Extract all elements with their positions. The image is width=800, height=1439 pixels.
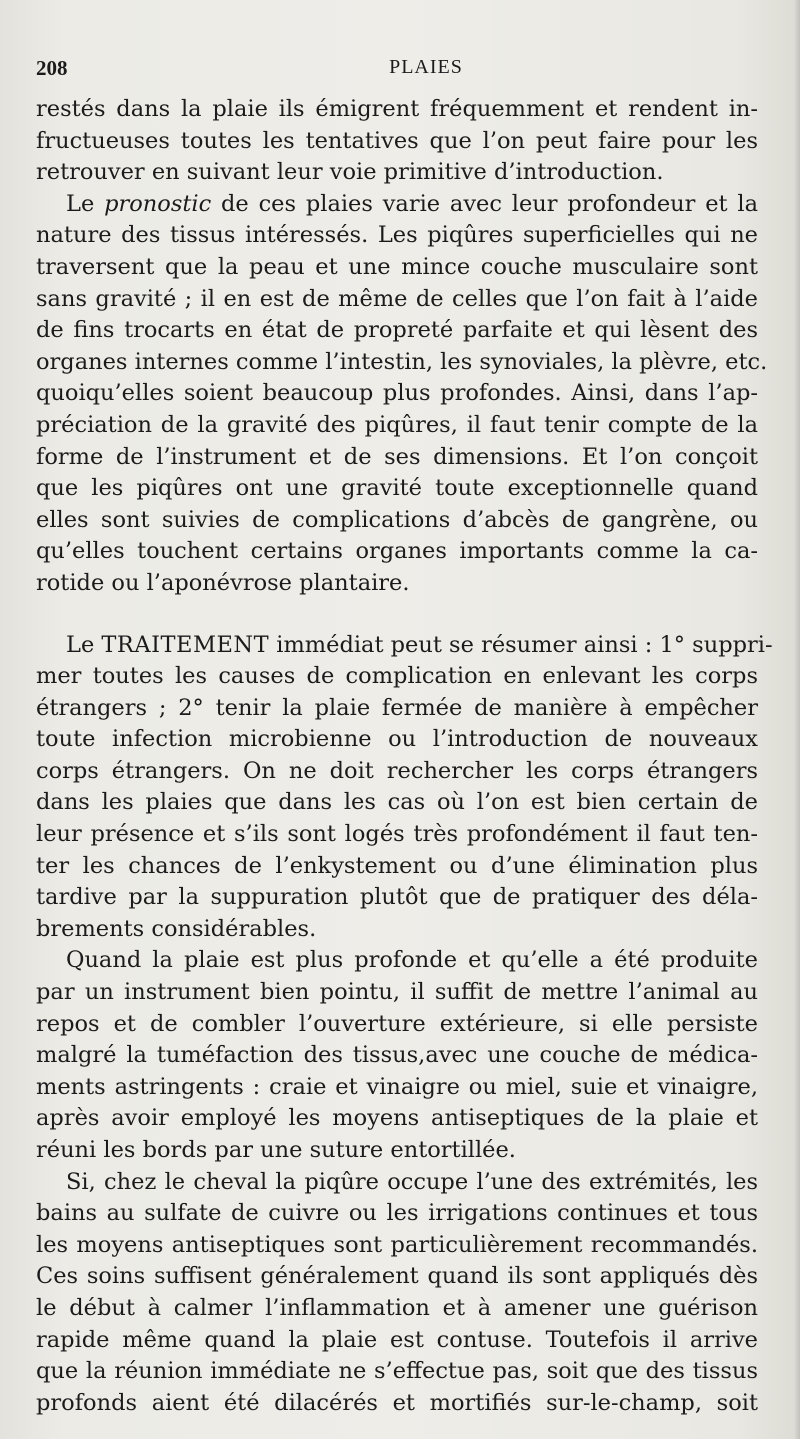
text-line: repos et de combler l’ouverture extérieure, si elle persiste	[36, 1010, 758, 1037]
page-number: 208	[36, 56, 68, 80]
text-line: Ces soins suffisent généralement quand ils sont appliqués dès	[36, 1263, 758, 1290]
paragraph-4	[36, 945, 758, 1166]
text-line: leur présence et s’ils sont logés très profondément il faut ten-	[36, 821, 758, 848]
running-title: PLAIES	[389, 56, 463, 78]
text-line: dans les plaies que dans les cas où l’on est bien certain de	[36, 789, 758, 816]
text-line: étrangers ; 2° tenir la plaie fermée de manière à empêcher	[36, 694, 758, 721]
text-line: les moyens antiseptiques sont particulièrement recommandés.	[36, 1231, 758, 1258]
text-line: Le TRAITEMENT immédiat peut se résumer ainsi : 1° suppri-	[66, 631, 773, 658]
text-line: profonds aient été dilacérés et mortifiés sur-le-champ, soit	[36, 1389, 758, 1416]
text-line: sans gravité ; il en est de même de celles que l’on fait à l’aide	[36, 285, 758, 312]
body-text	[36, 94, 773, 1419]
text-line: Si, chez le cheval la piqûre occupe l’une des extrémités, les	[66, 1168, 758, 1195]
text-line: Le pronostic de ces plaies varie avec leur profondeur et la	[66, 190, 758, 217]
text-line: brements considérables.	[36, 915, 317, 942]
text-line: forme de l’instrument et de ses dimensions. Et l’on conçoit	[36, 443, 758, 470]
paragraph-1	[36, 94, 758, 189]
text-line: toute infection microbienne ou l’introduction de nouveaux	[36, 726, 758, 753]
paragraph-2	[36, 189, 768, 600]
text-line: malgré la tuméfaction des tissus,avec une couche de médica-	[36, 1042, 758, 1069]
text-line: corps étrangers. On ne doit rechercher les corps étrangers	[36, 757, 758, 784]
text-line: Quand la plaie est plus profonde et qu’elle a été produite	[66, 947, 758, 974]
text-line: le début à calmer l’inflammation et à amener une guérison	[36, 1294, 758, 1321]
paragraph-5	[36, 1167, 758, 1420]
text-line: restés dans la plaie ils émigrent fréquemment et rendent in-	[36, 96, 758, 122]
text-line: par un instrument bien pointu, il suffit de mettre l’animal au	[36, 979, 758, 1006]
text-line: rotide ou l’aponévrose plantaire.	[36, 569, 410, 596]
text-line: ments astringents : craie et vinaigre ou miel, suie et vinaigre,	[36, 1073, 758, 1100]
text-line: rapide même quand la plaie est contuse. Toutefois il arrive	[36, 1326, 758, 1353]
text-line: retrouver en suivant leur voie primitive d’introduction.	[36, 159, 664, 186]
text-line: après avoir employé les moyens antiseptiques de la plaie et	[36, 1105, 758, 1132]
text-line: réuni les bords par une suture entortillée.	[36, 1137, 516, 1163]
text-line: mer toutes les causes de complication en enlevant les corps	[36, 663, 758, 690]
text-line: tardive par la suppuration plutôt que de pratiquer des déla-	[36, 884, 758, 911]
paragraph-spacer	[36, 600, 758, 630]
text-line: quoiqu’elles soient beaucoup plus profondes. Ainsi, dans l’ap-	[36, 380, 758, 407]
paragraph-3	[36, 630, 773, 946]
text-line: de fins trocarts en état de propreté parfaite et qui lèsent des	[36, 317, 758, 344]
text-line: ter les chances de l’enkystement ou d’une élimination plus	[36, 852, 758, 879]
text-line: traversent que la peau et une mince couche musculaire sont	[36, 253, 758, 280]
page-edge-shadow	[794, 0, 800, 1439]
text-line: préciation de la gravité des piqûres, il faut tenir compte de la	[36, 411, 758, 438]
page-header	[36, 56, 756, 86]
text-line: elles sont suivies de complications d’abcès de gangrène, ou	[36, 506, 758, 533]
text-line: qu’elles touchent certains organes importants comme la ca-	[36, 538, 758, 565]
text-line: bains au sulfate de cuivre ou les irrigations continues et tous	[36, 1200, 758, 1227]
text-line: que la réunion immédiate ne s’effectue pas, soit que des tissus	[36, 1358, 758, 1385]
text-line: nature des tissus intéressés. Les piqûres superficielles qui ne	[36, 222, 758, 249]
text-line: fructueuses toutes les tentatives que l’on peut faire pour les	[36, 127, 758, 154]
text-line: organes internes comme l’intestin, les synoviales, la plèvre, etc.	[36, 348, 768, 375]
text-line: que les piqûres ont une gravité toute exceptionnelle quand	[36, 475, 758, 502]
